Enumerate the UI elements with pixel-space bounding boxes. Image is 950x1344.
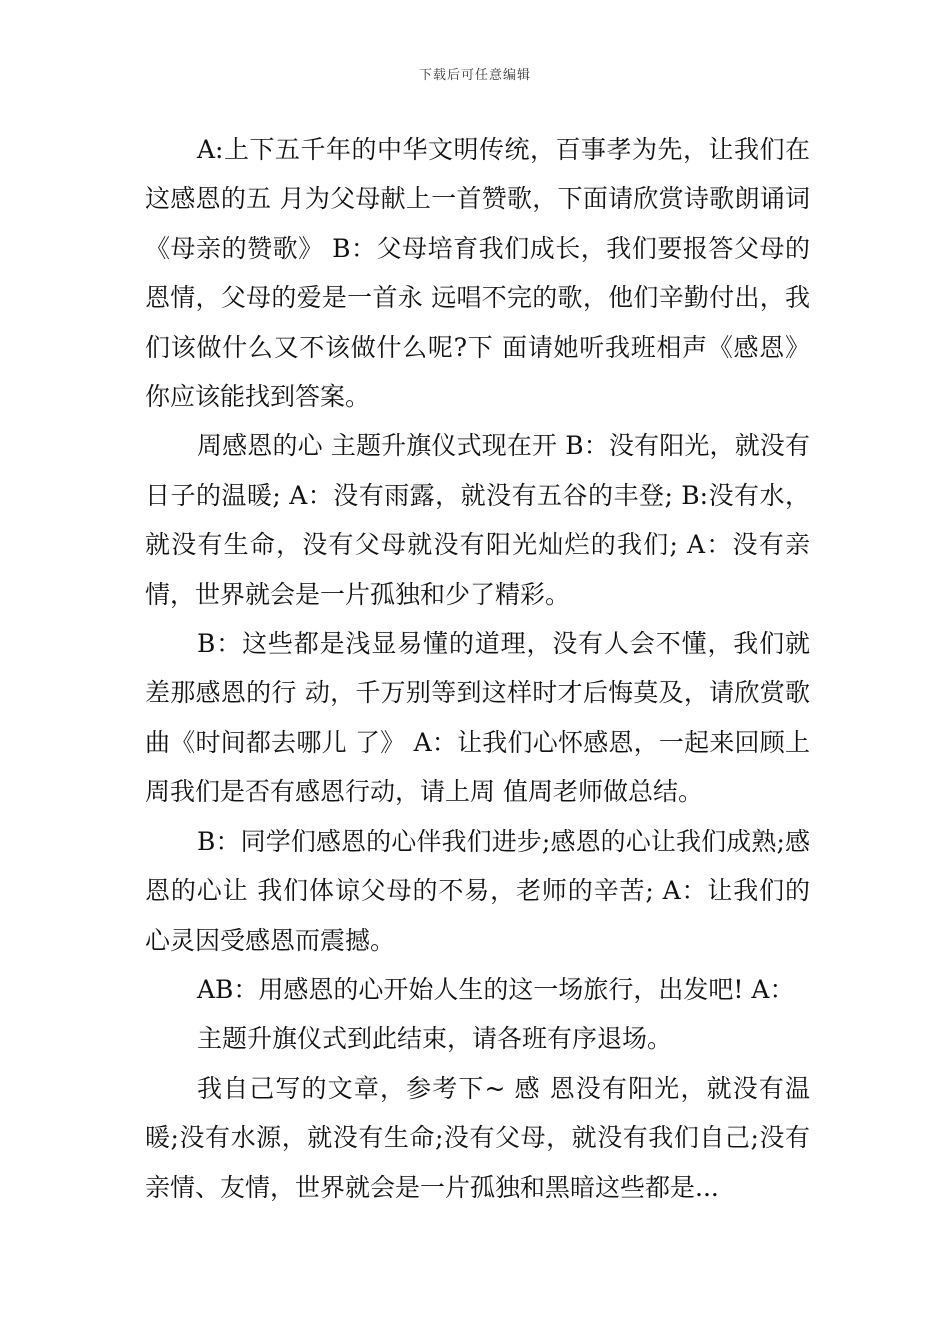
paragraph-2: 周感恩的心 主题升旗仪式现在开 B：没有阳光，就没有日子的温暖; A：没有雨露，就没有五谷的丰登; B:没有水，就没有生命，没有父母就没有阳光灿烂的我们; A：没有亲情，世界就会是一片孤独和少了精彩。 [145,431,810,609]
page-header: 下载后可任意编辑 [418,68,531,83]
paragraph-3: B：这些都是浅显易懂的道理，没有人会不懂，我们就差那感恩的行 动，千万别等到这样时才后悔莫及，请欣赏歌曲《时间都去哪儿 了》 A：让我们心怀感恩，一起来回顾上周我们是否有感恩行动，请上周 值周老师做总结。 [145,629,810,807]
paragraph-7: 我自己写的文章，参考下~ 感 恩没有阳光，就没有温暖;没有水源，就没有生命;没有父母，就没有我们自己;没有亲情、友情，世界就会是一片孤独和黑暗这些都是... [145,1073,810,1202]
paragraph-1: A:上下五千年的中华文明传统，百事孝为先，让我们在这感恩的五 月为父母献上一首赞歌，下面请欣赏诗歌朗诵词《母亲的赞歌》 B：父母培育我们成长，我们要报答父母的恩情，父母的爱是一首永 远唱不完的歌，他们辛勤付出，我们该做什么又不该做什么呢?下 面请她听我班相声《感恩》你应该能找到答案。 [145,135,810,412]
paragraph-5: AB：用感恩的心开始人生的这一场旅行，出发吧! A： [197,974,795,1004]
document-body [145,125,810,1212]
paragraph-6: 主题升旗仪式到此结束，请各班有序退场。 [197,1024,673,1054]
paragraph-4: B：同学们感恩的心伴我们进步;感恩的心让我们成熟;感恩的心让 我们体谅父母的不易，老师的辛苦; A：让我们的心灵因受感恩而震撼。 [145,826,810,955]
